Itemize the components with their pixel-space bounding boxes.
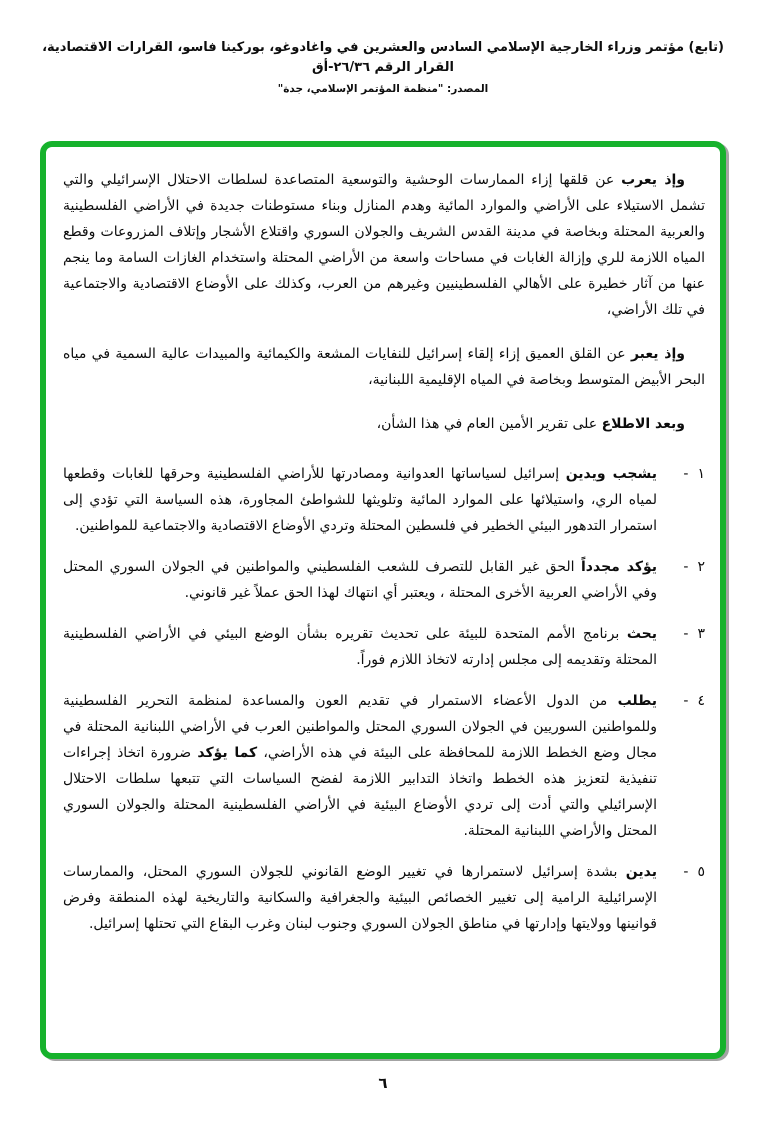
item-dash: -	[683, 559, 689, 575]
resolution-items-list	[63, 461, 705, 937]
item-dash: -	[683, 626, 689, 642]
page-number: ٦	[378, 1074, 388, 1092]
item-lead: يؤكد مجدداً	[581, 559, 658, 575]
preamble-paragraph	[63, 411, 705, 437]
item-body: إسرائيل لسياساتها العدوانية ومصادرتها للأراضي الفلسطينية وحرقها للغابات وقطعها لمياه الري، واستيلائها على الموارد المائية وتلويثها للشواطئ المجاورة، هذه السياسة التي تؤدي إلى استمرار التدهور البيئي الخطير في فلسطين المحتلة وتردي الأوضاع الاقتصادية والاجتماعية للمواطنين.	[63, 466, 657, 534]
item-lead: يشجب ويدين	[565, 466, 657, 482]
item-dash: -	[683, 466, 689, 482]
item-number-column	[657, 621, 705, 673]
header-title: (تابع) مؤتمر وزراء الخارجية الإسلامي السادس والعشرين في واغادوغو، بوركينا فاسو، القرارات الاقتصادية، القرار الرقم ٢٦/٣٦-أق	[42, 40, 724, 75]
item-body: الحق غير القابل للتصرف للشعب الفلسطيني والمواطنين في الجولان السوري المحتل وفي الأراضي العربية الأخرى المحتلة ، ويعتبر أي انتهاك لهذا الحق عملاً غير قانوني.	[63, 559, 657, 601]
item-number: ٢	[697, 559, 705, 575]
item-number: ٤	[697, 693, 705, 709]
item-lead: يدين	[625, 864, 657, 880]
item-number-column	[657, 461, 705, 539]
item-number-column	[657, 859, 705, 937]
resolution-frame	[40, 141, 726, 1059]
resolution-item	[63, 621, 705, 673]
preamble-paragraph	[63, 167, 705, 323]
document-header	[0, 38, 766, 95]
item-text	[63, 621, 657, 673]
resolution-item	[63, 688, 705, 844]
item-dash: -	[683, 864, 689, 880]
item-number: ٥	[697, 864, 705, 880]
paragraph-lead: وإذ يعبر	[630, 346, 685, 362]
item-body: من الدول الأعضاء الاستمرار في تقديم العون والمساعدة لمنظمة التحرير الفلسطينية وللمواطنين السوريين في الجولان السوري المحتل والمواطنين العرب في الأراضي اللبنانية المحتلة في مجال وضع الخطط اللازمة للمحافظة على البيئة في هذه الأراضي،	[63, 693, 657, 761]
item-body-cont: ضرورة اتخاذ إجراءات تنفيذية لتعزيز هذه الخطط واتخاذ التدابير اللازمة لفضح السياسات التي تتبعها سلطات الاحتلال الإسرائيلي والتي أدت إلى تردي الأوضاع البيئية في الأراضي الفلسطينية المحتلة والجولان السوري المحتل والأراضي اللبنانية المحتلة.	[63, 745, 657, 839]
item-number: ٣	[697, 626, 705, 642]
resolution-item	[63, 554, 705, 606]
item-number-column	[657, 554, 705, 606]
paragraph-text: عن القلق العميق إزاء إلقاء إسرائيل للنفايات المشعة والكيمائية والمبيدات عالية السمية في مياه البحر الأبيض المتوسط وبخاصة في المياه الإقليمية اللبنانية،	[63, 346, 705, 388]
item-body: برنامج الأمم المتحدة للبيئة على تحديث تقريره بشأن الوضع البيئي في الأراضي الفلسطينية المحتلة وتقديمه إلى مجلس إدارته لاتخاذ اللازم فوراً.	[63, 626, 657, 668]
item-dash: -	[683, 693, 689, 709]
item-text	[63, 688, 657, 844]
paragraph-text: على تقرير الأمين العام في هذا الشأن،	[376, 416, 602, 432]
resolution-content	[46, 147, 720, 937]
resolution-item	[63, 461, 705, 539]
item-lead: يطلب	[617, 693, 657, 709]
item-lead: يحث	[626, 626, 657, 642]
item-number: ١	[697, 466, 705, 482]
item-text	[63, 859, 657, 937]
resolution-item	[63, 859, 705, 937]
paragraph-text: عن قلقها إزاء الممارسات الوحشية والتوسعية المتصاعدة لسلطات الاحتلال الإسرائيلي والتي تشمل الاستيلاء على الأراضي والموارد المائية وهدم المنازل وبناء مستوطنات جديدة في الأراضي الفلسطينية والعربية المحتلة وبخاصة في مدينة القدس الشريف والجولان السوري واقتلاع الأشجار وإتلاف المزروعات وقطع المياه اللازمة للري وإزالة الغابات في مساحات واسعة من الأراضي المحتلة واستخدام الغازات السامة وما ينجم عنها من آثار خطيرة على الأهالي الفلسطينيين وغيرهم من العرب، وكذلك على الأوضاع الاقتصادية والاجتماعية في تلك الأراضي،	[63, 172, 705, 318]
paragraph-lead: وإذ يعرب	[621, 172, 685, 188]
item-number-column	[657, 688, 705, 844]
preamble-paragraph	[63, 341, 705, 393]
header-source: المصدر: "منظمة المؤتمر الإسلامي، جدة"	[277, 83, 489, 95]
item-text	[63, 554, 657, 606]
paragraph-lead: وبعد الاطلاع	[601, 416, 685, 432]
item-bold-inline: كما يؤكد	[197, 745, 258, 761]
item-body: بشدة إسرائيل لاستمرارها في تغيير الوضع القانوني للجولان السوري المحتل، والممارسات الإسرائيلية الرامية إلى تغيير الخصائص البيئية والجغرافية والسكانية والتاريخية لهذه المنطقة وفرض قوانينها وولايتها وإدارتها في مناطق الجولان السوري وجنوب لبنان وغرب البقاع التي تحتلها إسرائيل.	[63, 864, 657, 932]
item-text	[63, 461, 657, 539]
